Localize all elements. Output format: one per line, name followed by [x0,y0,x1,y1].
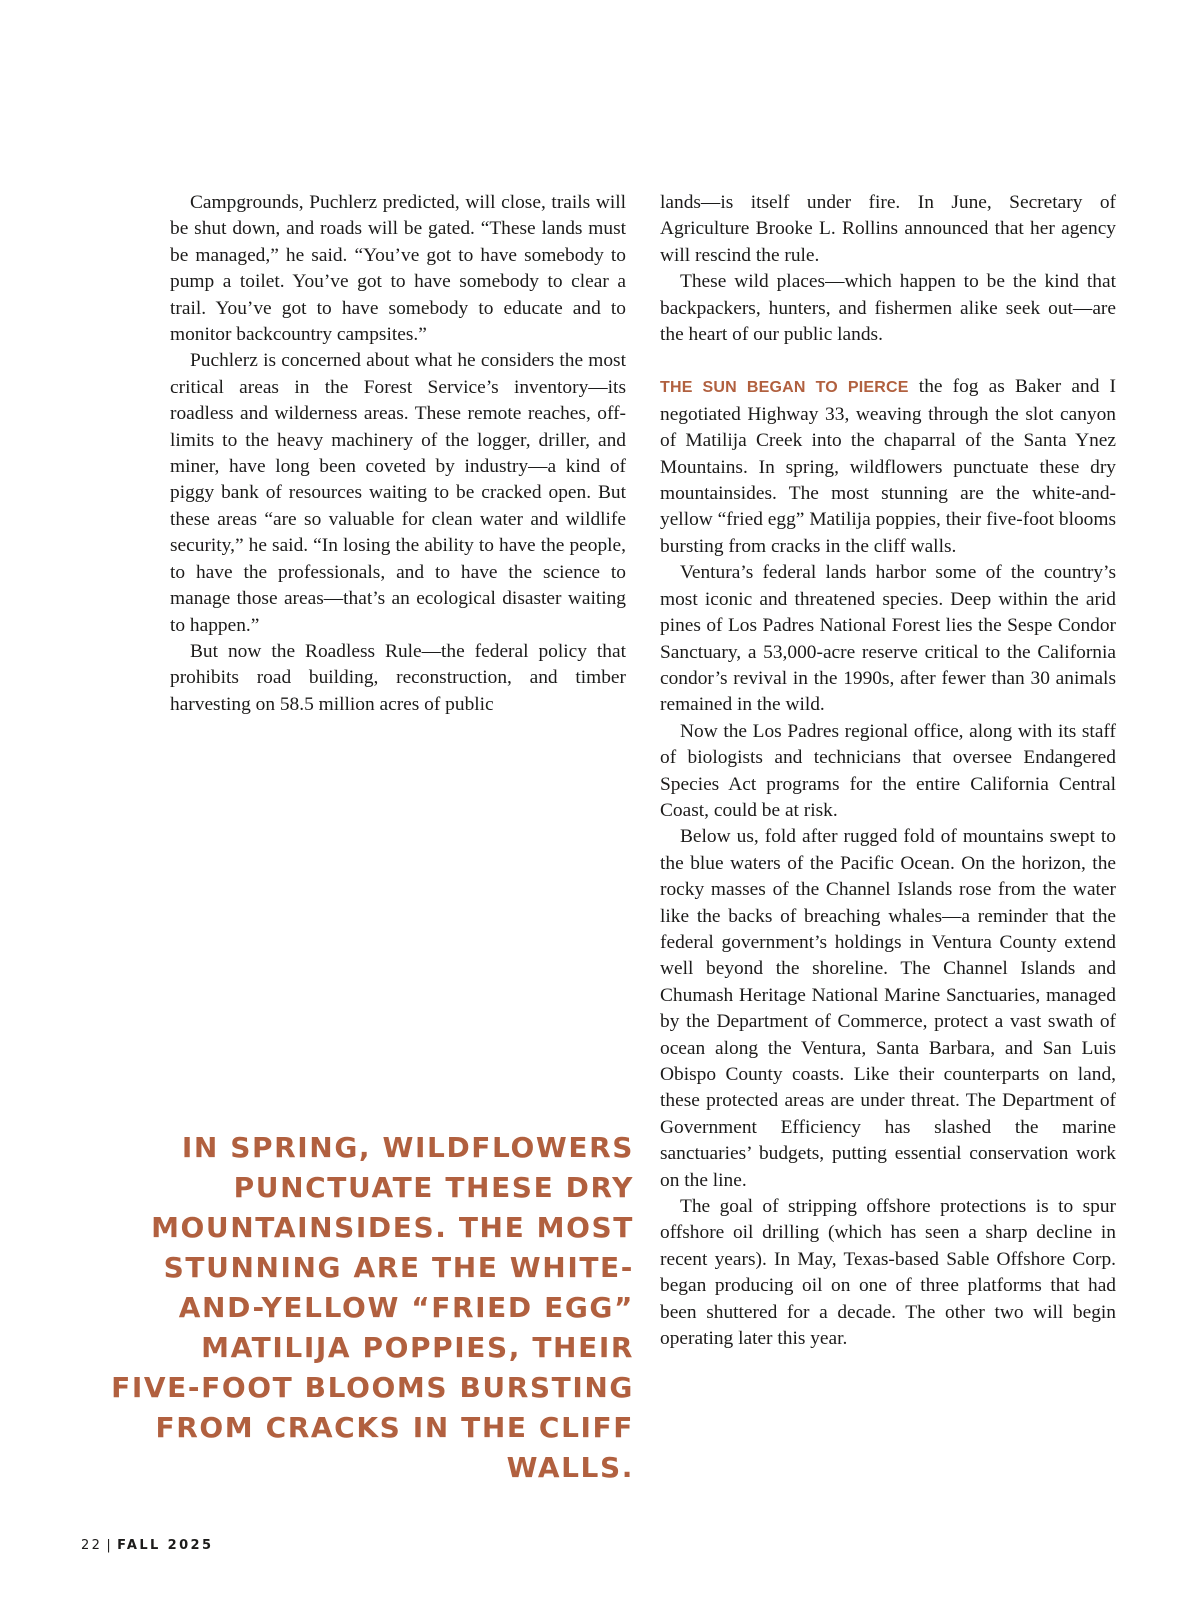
right-column [660,190,1116,1352]
body-paragraph: Ventura’s federal lands harbor some of the country’s most iconic and threatened species. Deep within the arid pines of Los Padres National Forest lies the Sespe Condor Sanctuary, a 53,000-acre reserve critical to the California condor’s revival in the 1990s, after fewer than 30 animals remained in the wild. [660,562,1116,716]
body-paragraph: Campgrounds, Puchlerz predicted, will close, trails will be shut down, and roads will be gated. “These lands must be managed,” he said. “You’ve got to have somebody to pump a toilet. You’ve got to have somebody to clear a trail. You’ve got to have somebody to educate and to monitor backcountry campsites.” [170,192,626,346]
section-opening-paragraph [660,374,1116,560]
page-folio [81,1538,213,1553]
body-paragraph: Now the Los Padres regional office, along with its staff of biologists and technicians that oversee Endangered Species Act programs for the entire California Central Coast, could be at risk. [660,720,1116,821]
pull-quote: IN SPRING, WILDFLOWERS PUNCTUATE THESE DRY MOUNTAINSIDES. THE MOST STUNNING ARE THE WHITE-AND-YELLOW “FRIED EGG” MATILIJA POPPIES, THEIR FIVE-FOOT BLOOMS BURSTING FROM CRACKS IN THE CLIFF WALLS. [111,1131,634,1484]
body-paragraph: But now the Roadless Rule—the federal policy that prohibits road building, reconstruction, and timber harvesting on 58.5 million acres of public [170,640,626,715]
body-paragraph: These wild places—which happen to be the kind that backpackers, hunters, and fishermen alike seek out—are the heart of our public lands. [660,271,1116,346]
left-column [170,190,626,718]
body-paragraph-continuation: lands—is itself under fire. In June, Secretary of Agriculture Brooke L. Rollins announced that her agency will rescind the rule. [660,192,1116,266]
section-opening-text: the fog as Baker and I negotiated Highway 33, weaving through the slot canyon of Matilija Creek into the chaparral of the Santa Ynez Mountains. In spring, wildflowers punctuate these dry mountainsides. The most stunning are the white-and-yellow “fried egg” Matilija poppies, their five-foot blooms bursting from cracks in the cliff walls. [660,376,1116,557]
folio-separator: | [106,1538,114,1553]
page-number: 22 [81,1538,103,1553]
body-paragraph: Puchlerz is concerned about what he considers the most critical areas in the Forest Service’s inventory—its roadless and wilderness areas. These remote reaches, off-limits to the heavy machinery of the logger, driller, and miner, have long been coveted by industry—a kind of piggy bank of resources waiting to be cracked open. But these areas “are so valuable for clean water and wildlife security,” he said. “In losing the ability to have the people, to have the professionals, and to have the science to manage those areas—that’s an ecological disaster waiting to happen.” [170,350,626,636]
section-lead-in: THE SUN BEGAN TO PIERCE [660,379,909,397]
body-paragraph: Below us, fold after rugged fold of mountains swept to the blue waters of the Pacific Ocean. On the horizon, the rocky masses of the Channel Islands rose from the water like the backs of breaching whales—a reminder that the federal government’s holdings in Ventura County extend well beyond the shoreline. The Channel Islands and Chumash Heritage National Marine Sanctuaries, managed by the Department of Commerce, protect a vast swath of ocean along the Ventura, Santa Barbara, and San Luis Obispo County coasts. Like their counterparts on land, these protected areas are under threat. The Department of Government Efficiency has slashed the marine sanctuaries’ budgets, putting essential conservation work on the line. [660,826,1116,1191]
issue-label: FALL 2025 [117,1538,214,1553]
body-paragraph: The goal of stripping offshore protections is to spur offshore oil drilling (which has seen a sharp decline in recent years). In May, Texas-based Sable Offshore Corp. began producing oil on one of three platforms that had been shuttered for a decade. The other two will begin operating later this year. [660,1196,1116,1350]
